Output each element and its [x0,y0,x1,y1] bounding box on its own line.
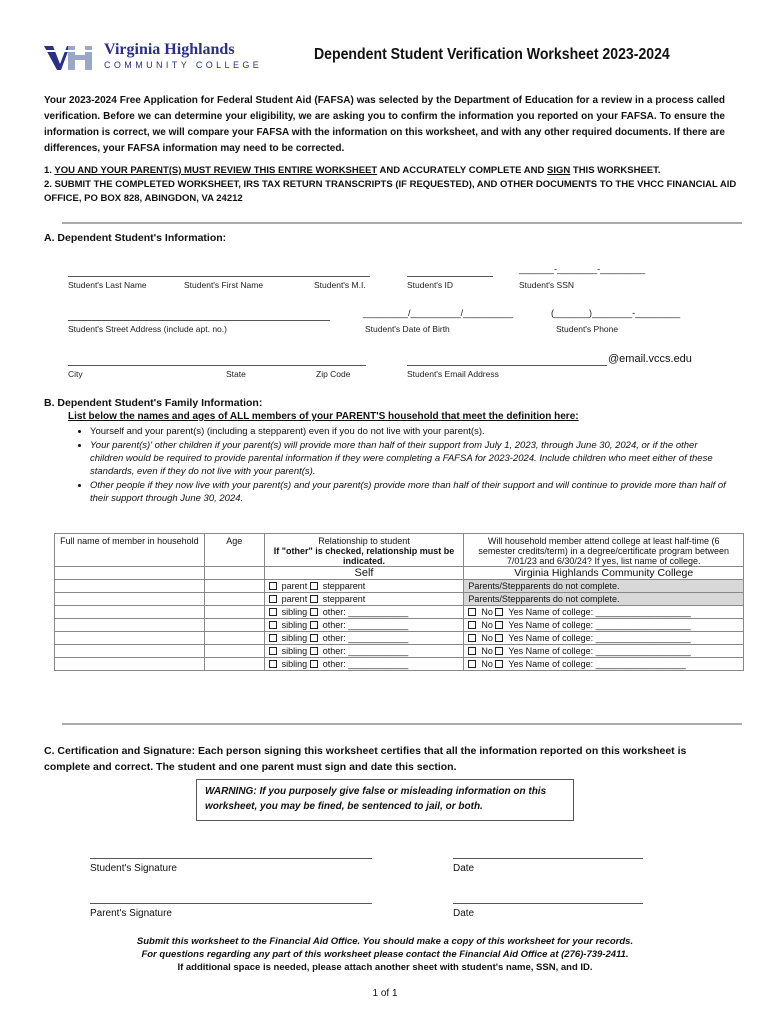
step-1-underlined: YOU AND YOUR PARENT(S) MUST REVIEW THIS ENTIRE WORKSHEET [54,165,378,176]
student-date-label: Date [453,863,475,874]
table-row [55,580,744,593]
checkbox[interactable] [468,621,476,629]
checkbox[interactable] [310,660,318,668]
option-label: sibling [281,659,308,669]
option-label: parent [281,581,308,591]
option-label: Yes Name of college: ___________________ [508,646,691,656]
option-label: other: ____________ [322,646,409,656]
step-1-middle: AND ACCURATELY COMPLETE AND [377,165,548,176]
step-1-number: 1. [44,165,55,176]
college-cell: Parents/Stepparents do not complete. [464,580,744,593]
state-label: State [226,369,246,379]
self-cell: Self [264,567,464,580]
checkbox[interactable] [269,608,277,616]
student-signature-label: Student's Signature [90,863,177,874]
age-cell[interactable] [204,632,264,645]
checkbox[interactable] [269,582,277,590]
student-date-field[interactable] [453,858,643,859]
section-c-heading: C. Certification and Signature: Each person signing this worksheet certifies that all the information reported on this worksheet is complete and correct. The student and one parent must sign and date this section. [44,745,687,773]
checkbox[interactable] [269,621,277,629]
definition-list [68,425,730,506]
checkbox[interactable] [310,608,318,616]
self-college-cell: Virginia Highlands Community College [464,567,744,580]
checkbox[interactable] [269,660,277,668]
city-state-zip-field[interactable] [68,365,366,366]
parent-signature-label: Parent's Signature [90,908,172,919]
age-cell[interactable] [204,580,264,593]
table-header [55,534,744,567]
footer-line-2: For questions regarding any part of this worksheet please contact the Financial Aid Office at (276)-739-2411. [141,949,629,960]
checkbox[interactable] [269,595,277,603]
student-signature-field[interactable] [90,858,372,859]
checkbox[interactable] [310,595,318,603]
footer-line-1: Submit this worksheet to the Financial Aid Office. You should make a copy of this worksheet for your records. [136,936,634,947]
parent-signature-field[interactable] [90,903,372,904]
checkbox[interactable] [310,621,318,629]
logo-subtitle: COMMUNITY COLLEGE [104,60,263,70]
college-cell [464,606,744,619]
college-cell: Parents/Stepparents do not complete. [464,593,744,606]
relationship-cell [264,632,464,645]
mi-label: Student's M.I. [314,280,366,290]
option-label: other: ____________ [322,659,409,669]
name-cell[interactable] [55,645,205,658]
street-address-label: Student's Street Address (include apt. no.) [68,324,227,334]
relationship-cell [264,658,464,671]
list-item: • Your parent(s)' other children if your parent(s) will provide more than half of their support from July 1, 2023, through June 30, 2024, or if the other children would be required to provide parental information if they were completing a FAFSA for 2023-2024. Include children who meet either of these standards, even if they do not live with your parent(s). [90,439,730,478]
footer-line-3: If additional space is needed, please attach another sheet with student's name, SSN, and ID. [177,962,593,973]
name-cell[interactable] [55,580,205,593]
checkbox[interactable] [495,634,503,642]
divider [62,222,742,224]
logo-name: Virginia Highlands [104,41,235,58]
phone-label: Student's Phone [556,324,619,334]
checkbox[interactable] [495,621,503,629]
age-cell[interactable] [204,606,264,619]
age-cell[interactable] [204,619,264,632]
ssn-label: Student's SSN [519,280,575,290]
checkbox[interactable] [468,647,476,655]
age-cell[interactable] [204,593,264,606]
name-cell[interactable] [55,658,205,671]
vhcc-logo-icon [44,42,94,70]
checkbox[interactable] [468,634,476,642]
email-label: Student's Email Address [407,369,499,379]
intro-paragraph: Your 2023-2024 Free Application for Federal Student Aid (FAFSA) was selected by the Department of Education for a review in a process called verification. Before we can determine your eligibility, we are asking you to confirm the information you reported on your FAFSA. To ensure the information is correct, we will compare your FAFSA with the information on this worksheet, and with any other required documents. If there are differences, your FAFSA information may need to be corrected. [44,95,725,154]
relationship-cell [264,645,464,658]
option-label: other: ____________ [322,607,409,617]
parent-date-field[interactable] [453,903,643,904]
dob-label: Student's Date of Birth [365,324,450,334]
name-field-line[interactable] [68,276,370,277]
section-b-heading: B. Dependent Student's Family Information: [44,397,263,409]
option-label: No [481,646,493,656]
page-title: Dependent Student Verification Worksheet 2023-2024 [314,46,670,63]
student-id-label: Student's ID [407,280,454,290]
household-table [54,533,744,671]
checkbox[interactable] [310,647,318,655]
dob-field[interactable]: _________/__________/__________ [363,308,514,318]
col-header-age: Age [204,534,264,567]
college-cell [464,645,744,658]
name-cell[interactable] [55,619,205,632]
street-address-field[interactable] [68,320,330,321]
option-label: stepparent [322,594,366,604]
option-label: other: ____________ [322,620,409,630]
checkbox[interactable] [495,647,503,655]
relationship-cell [264,580,464,593]
checkbox[interactable] [269,647,277,655]
option-label: other: ____________ [322,633,409,643]
city-label: City [68,369,83,379]
email-field[interactable] [407,365,607,366]
relationship-cell [264,606,464,619]
col-header-name: Full name of member in household [55,534,205,567]
student-id-field[interactable] [407,276,493,277]
warning-box: WARNING: If you purposely give false or misleading information on this worksheet, you may be fined, be sentenced to jail, or both. [196,779,574,821]
option-label: sibling [281,607,308,617]
instruction-step-2: 2. SUBMIT THE COMPLETED WORKSHEET, IRS TAX RETURN TRANSCRIPTS (IF REQUESTED), AND OTHER DOCUMENTS TO THE VHCC FINANCIAL AID OFFICE, PO BOX 828, ABINGDON, VA 24212 [44,179,737,204]
checkbox[interactable] [468,608,476,616]
name-cell[interactable] [55,593,205,606]
table-row [55,619,744,632]
relationship-header-line1: Relationship to student [318,536,410,546]
col-header-college: Will household member attend college at least half-time (6 semester credits/term) in a degree/certificate program between 7/01/23 and 6/30/24? If yes, list name of college. [464,534,744,567]
table-row [55,606,744,619]
college-cell [464,632,744,645]
zip-label: Zip Code [316,369,351,379]
college-cell [464,658,744,671]
instruction-step-1 [44,164,744,178]
option-label: sibling [281,620,308,630]
footer [40,935,730,974]
instructions [44,164,744,206]
col-header-relationship [264,534,464,567]
table-row [55,593,744,606]
list-item: • Other people if they now live with your parent(s) and your parent(s) provide more than half of their support and will continue to provide more than half of their support through June 30, 2024. [90,479,730,505]
option-label: sibling [281,633,308,643]
parent-date-label: Date [453,908,475,919]
divider [62,723,742,725]
option-label: Yes Name of college: ___________________ [508,633,691,643]
relationship-cell [264,593,464,606]
ssn-field[interactable]: _______-________-_________ [519,264,646,274]
checkbox[interactable] [310,634,318,642]
relationship-header-line2: If "other" is checked, relationship must be indicated. [273,546,455,566]
age-cell[interactable] [204,658,264,671]
section-b-instruction: List below the names and ages of ALL members of your PARENT'S household that meet the definition here: [68,411,579,422]
table-row [55,567,744,580]
email-suffix: @email.vccs.edu [608,353,692,365]
checkbox[interactable] [468,660,476,668]
age-cell[interactable] [204,645,264,658]
phone-field[interactable]: (_______)________-_________ [551,308,681,318]
option-label: Yes Name of college: __________________ [508,659,686,669]
name-cell[interactable] [55,606,205,619]
step-1-sign: SIGN [547,165,571,176]
section-a-heading: A. Dependent Student's Information: [44,232,227,244]
table-row [55,632,744,645]
college-cell [464,619,744,632]
checkbox[interactable] [310,582,318,590]
table-row [55,658,744,671]
name-cell[interactable] [55,632,205,645]
name-cell[interactable] [55,567,205,580]
option-label: sibling [281,646,308,656]
last-name-label: Student's Last Name [68,280,147,290]
checkbox[interactable] [269,634,277,642]
page-number: 1 of 1 [372,988,398,999]
option-label: Yes Name of college: ___________________ [508,607,691,617]
step-1-suffix: THIS WORKSHEET. [570,165,661,176]
option-label: No [481,620,493,630]
list-item: • Yourself and your parent(s) (including a stepparent) even if you do not live with your parent(s). [90,425,730,438]
checkbox[interactable] [495,608,503,616]
option-label: No [481,659,493,669]
first-name-label: Student's First Name [184,280,264,290]
option-label: No [481,633,493,643]
relationship-cell [264,619,464,632]
age-cell[interactable] [204,567,264,580]
option-label: parent [281,594,308,604]
option-label: No [481,607,493,617]
option-label: stepparent [322,581,366,591]
table-row [55,645,744,658]
checkbox[interactable] [495,660,503,668]
option-label: Yes Name of college: ___________________ [508,620,691,630]
